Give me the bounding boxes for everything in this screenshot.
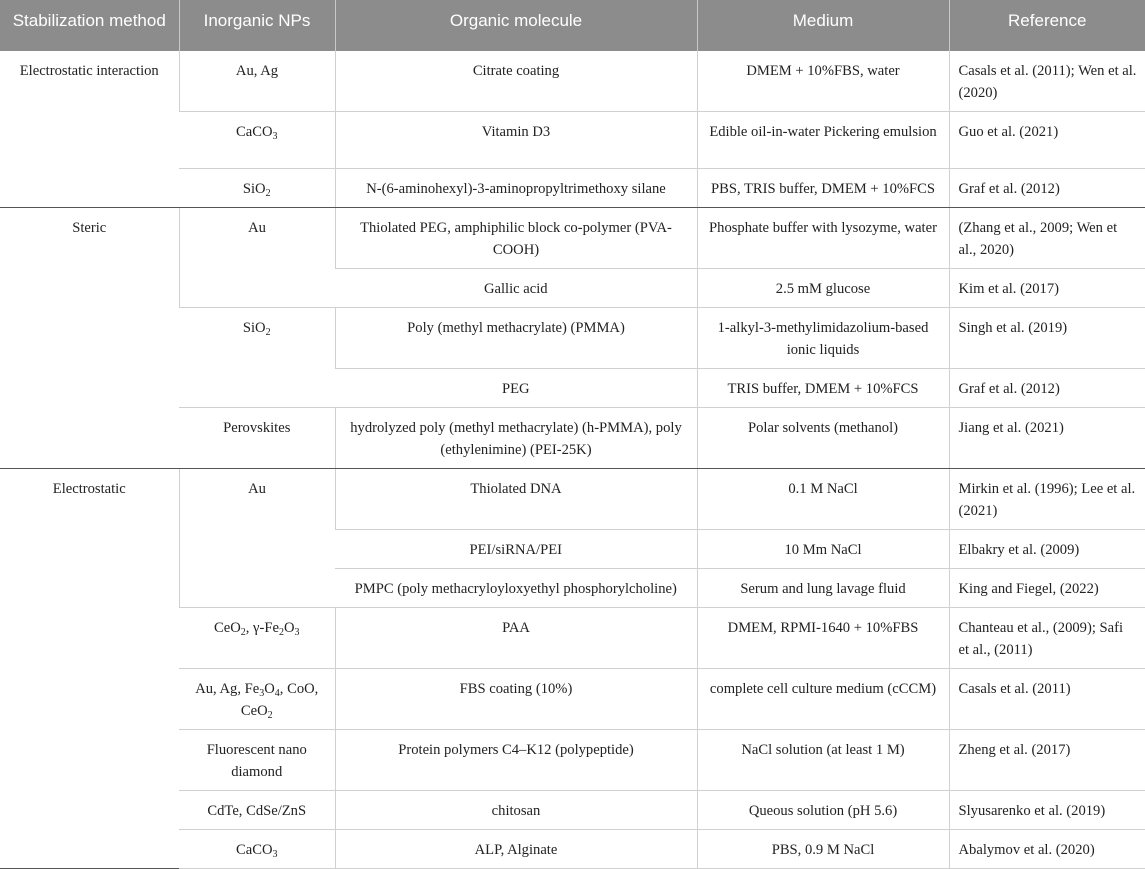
nps-cell: CaCO$_3$ — [179, 830, 335, 869]
nps-cell: CdTe, CdSe/ZnS — [179, 791, 335, 830]
method-cell: Steric — [0, 208, 179, 469]
organic-cell: Citrate coating — [335, 51, 697, 112]
reference-cell: (Zhang et al., 2009; Wen et al., 2020) — [949, 208, 1145, 269]
header-inorganic-nps: Inorganic NPs — [179, 0, 335, 51]
organic-cell: PMPC (poly methacryloyloxyethyl phosphorylcholine) — [335, 569, 697, 608]
nps-cell: Au — [179, 208, 335, 308]
reference-cell: Kim et al. (2017) — [949, 269, 1145, 308]
medium-cell: Edible oil-in-water Pickering emulsion — [697, 112, 949, 169]
reference-cell: Slyusarenko et al. (2019) — [949, 791, 1145, 830]
reference-cell: Jiang et al. (2021) — [949, 408, 1145, 469]
nps-cell: Au, Ag, $Fe_3O_4$, CoO, CeO$_2$ — [179, 669, 335, 730]
medium-cell: PBS, TRIS buffer, DMEM + 10%FCS — [697, 169, 949, 208]
organic-cell: hydrolyzed poly (methyl methacrylate) (h-PMMA), poly (ethylenimine) (PEI-25K) — [335, 408, 697, 469]
header-stabilization-method: Stabilization method — [0, 0, 179, 51]
medium-cell: DMEM, RPMI-1640 + 10%FBS — [697, 608, 949, 669]
medium-cell: NaCl solution (at least 1 M) — [697, 730, 949, 791]
reference-cell: Casals et al. (2011); Wen et al. (2020) — [949, 51, 1145, 112]
medium-cell: TRIS buffer, DMEM + 10%FCS — [697, 369, 949, 408]
header-reference: Reference — [949, 0, 1145, 51]
medium-cell: Serum and lung lavage fluid — [697, 569, 949, 608]
organic-cell: Vitamin D3 — [335, 112, 697, 169]
medium-cell: Phosphate buffer with lysozyme, water — [697, 208, 949, 269]
header-organic-molecule: Organic molecule — [335, 0, 697, 51]
reference-cell: Guo et al. (2021) — [949, 112, 1145, 169]
nps-cell: Au — [179, 469, 335, 608]
reference-cell: Graf et al. (2012) — [949, 169, 1145, 208]
medium-cell: Queous solution (pH 5.6) — [697, 791, 949, 830]
nps-cell: Fluorescent nano diamond — [179, 730, 335, 791]
reference-cell: Elbakry et al. (2009) — [949, 530, 1145, 569]
table-row — [0, 208, 1145, 269]
reference-cell: Mirkin et al. (1996); Lee et al. (2021) — [949, 469, 1145, 530]
reference-cell: Graf et al. (2012) — [949, 369, 1145, 408]
organic-cell: PEI/siRNA/PEI — [335, 530, 697, 569]
header-row — [0, 0, 1145, 51]
table-row — [0, 51, 1145, 112]
nps-cell: SiO$_2$ — [179, 169, 335, 208]
reference-cell: Abalymov et al. (2020) — [949, 830, 1145, 869]
organic-cell: Thiolated PEG, amphiphilic block co-polymer (PVA-COOH) — [335, 208, 697, 269]
reference-cell: King and Fiegel, (2022) — [949, 569, 1145, 608]
medium-cell: 2.5 mM glucose — [697, 269, 949, 308]
medium-cell: complete cell culture medium (cCCM) — [697, 669, 949, 730]
medium-cell: DMEM + 10%FBS, water — [697, 51, 949, 112]
medium-cell: 10 Mm NaCl — [697, 530, 949, 569]
reference-cell: Casals et al. (2011) — [949, 669, 1145, 730]
medium-cell: 1-alkyl-3-methylimidazolium-based ionic liquids — [697, 308, 949, 369]
method-cell: Electrostatic interaction — [0, 51, 179, 208]
reference-cell: Singh et al. (2019) — [949, 308, 1145, 369]
organic-cell: Thiolated DNA — [335, 469, 697, 530]
medium-cell: PBS, 0.9 M NaCl — [697, 830, 949, 869]
organic-cell: ALP, Alginate — [335, 830, 697, 869]
medium-cell: Polar solvents (methanol) — [697, 408, 949, 469]
medium-cell: 0.1 M NaCl — [697, 469, 949, 530]
nps-cell: CeO$_2$, $\gamma-Fe_2O_3$ — [179, 608, 335, 669]
nps-cell: SiO$_2$ — [179, 308, 335, 408]
organic-cell: Gallic acid — [335, 269, 697, 308]
reference-cell: Chanteau et al., (2009); Safi et al., (2011) — [949, 608, 1145, 669]
organic-cell: FBS coating (10%) — [335, 669, 697, 730]
organic-cell: PAA — [335, 608, 697, 669]
header-medium: Medium — [697, 0, 949, 51]
organic-cell: N-(6-aminohexyl)-3-aminopropyltrimethoxy silane — [335, 169, 697, 208]
organic-cell: chitosan — [335, 791, 697, 830]
organic-cell: Protein polymers C4–K12 (polypeptide) — [335, 730, 697, 791]
nps-cell: Au, Ag — [179, 51, 335, 112]
method-cell: Electrostatic — [0, 469, 179, 869]
organic-cell: PEG — [335, 369, 697, 408]
reference-cell: Zheng et al. (2017) — [949, 730, 1145, 791]
nps-cell: Perovskites — [179, 408, 335, 469]
table-row — [0, 469, 1145, 530]
organic-cell: Poly (methyl methacrylate) (PMMA) — [335, 308, 697, 369]
nps-cell: CaCO$_3$ — [179, 112, 335, 169]
